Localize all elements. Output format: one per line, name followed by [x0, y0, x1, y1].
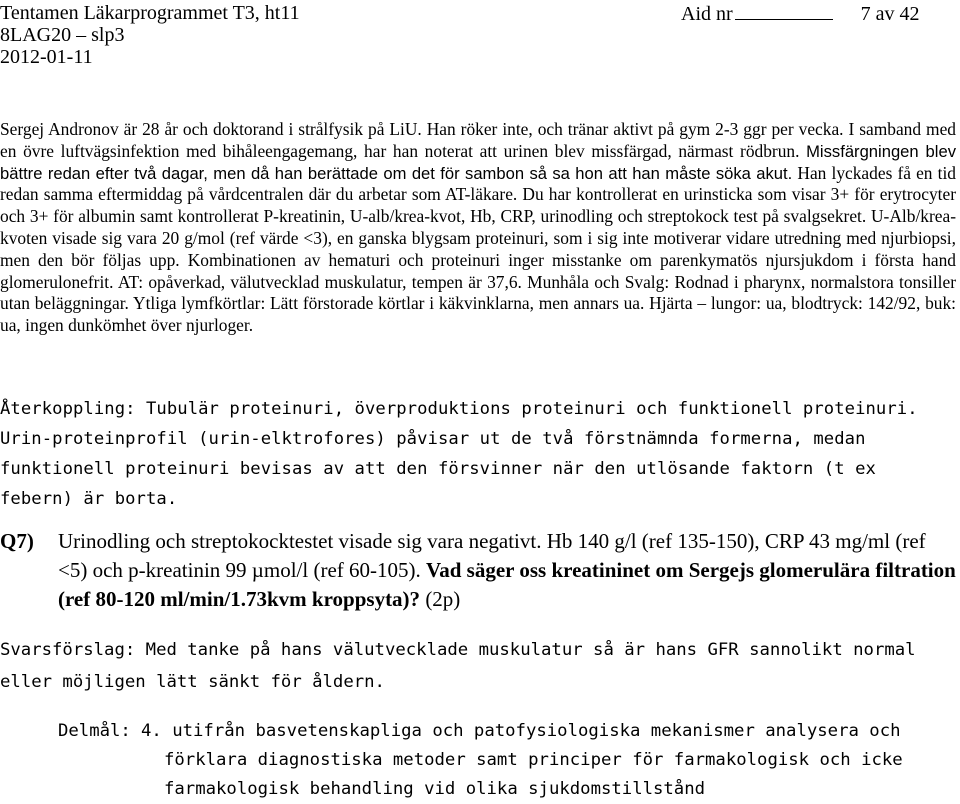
feedback-paragraph: Återkoppling: Tubulär proteinuri, överproduktions proteinuri och funktionell proteinuri. Urin-proteinprofil (urin-elktrofores) påvisar ut de två förstnämnda formerna, medan funktionell proteinuri bevisas av att den försvinner när den utlösande faktorn (t ex febern) är borta.: [0, 399, 918, 509]
question-intro: Urinodling och streptokocktestet visade sig vara negativt. Hb 140 g/l (ref 135-150), CRP 43 mg/ml (ref <5) och p-kreatinin 99 µmol/l (ref 60-105).: [58, 529, 926, 582]
case-description: [0, 119, 956, 337]
question-text: [58, 527, 958, 614]
question-label: Q7): [0, 529, 34, 553]
case-text-part-1: Sergej Andronov är 28 år och doktorand i strålfysik på LiU. Han röker inte, och tränar aktivt på gym 2-3 ggr per vecka. I samband med en övre luftvägsinfektion med bihåleengagemang, har han noterat att urinen blev missfärgad, närmast rödbrun.: [0, 119, 956, 161]
question-bold: Vad säger oss kreatininet om Sergejs glomerulära filtration (ref 80-120 ml/min/1.73kvm kroppsyta)?: [58, 558, 956, 611]
answer-suggestion: Svarsförslag: Med tanke på hans välutvecklade muskulatur så är hans GFR sannolikt normal eller möjligen lätt sänkt för åldern.: [0, 640, 916, 692]
goal-text: 4. utifrån basvetenskapliga och patofysiologiska mekanismer analysera och förklara diagnostiska metoder samt principer för farmakologisk och icke farmakologisk behandling vid olika sjukdomstillstånd: [141, 721, 903, 799]
header-course-code: 8LAG20 – slp3: [0, 24, 125, 46]
question-points: (2p): [420, 587, 461, 611]
aid-number-blank: [735, 1, 833, 20]
aid-label: Aid nr: [681, 3, 733, 25]
case-text-part-2: Missfärgningen blev bättre redan efter två dagar, men då han berättade om det för sambon så sa hon att han måste söka akut.: [0, 141, 956, 183]
header-date: 2012-01-11: [0, 46, 93, 68]
header-course-title: Tentamen Läkarprogrammet T3, ht11: [0, 2, 300, 24]
page-indicator: 7 av 42: [860, 3, 920, 25]
case-text-part-3: Han lyckades få en tid redan samma eftermiddag på vårdcentralen där du arbetar som AT-läkare. Du har kontrollerat en urinsticka som visar 3+ för erytrocyter och 3+ för albumin samt kontrollerat P-kreatinin, U-alb/krea-kvot, Hb, CRP, urinodling och streptokock test på svalgsekret. U-Alb/krea-kvoten visade sig vara 20 g/mol (ref värde <3), en ganska blygsam proteinuri, som i sig inte motiverar vidare utredning med njurbiopsi, men den bör följas upp. Kombinationen av hematuri och proteinuri inger misstanke om parenkymatös njursjukdom i första hand glomerulonefrit. AT: opåverkad, välutvecklad muskulatur, tempen är 37,6. Munhåla och Svalg: Rodnad i pharynx, normalstora tonsiller utan beläggningar. Ytliga lymfkörtlar: Lätt förstorade körtlar i käkvinklarna, men annars ua. Hjärta – lungor: ua, blodtryck: 142/92, buk: ua, ingen dunkömhet över njurloger.: [0, 162, 956, 336]
goal-label: Delmål:: [58, 721, 131, 741]
header-right: [681, 1, 920, 26]
